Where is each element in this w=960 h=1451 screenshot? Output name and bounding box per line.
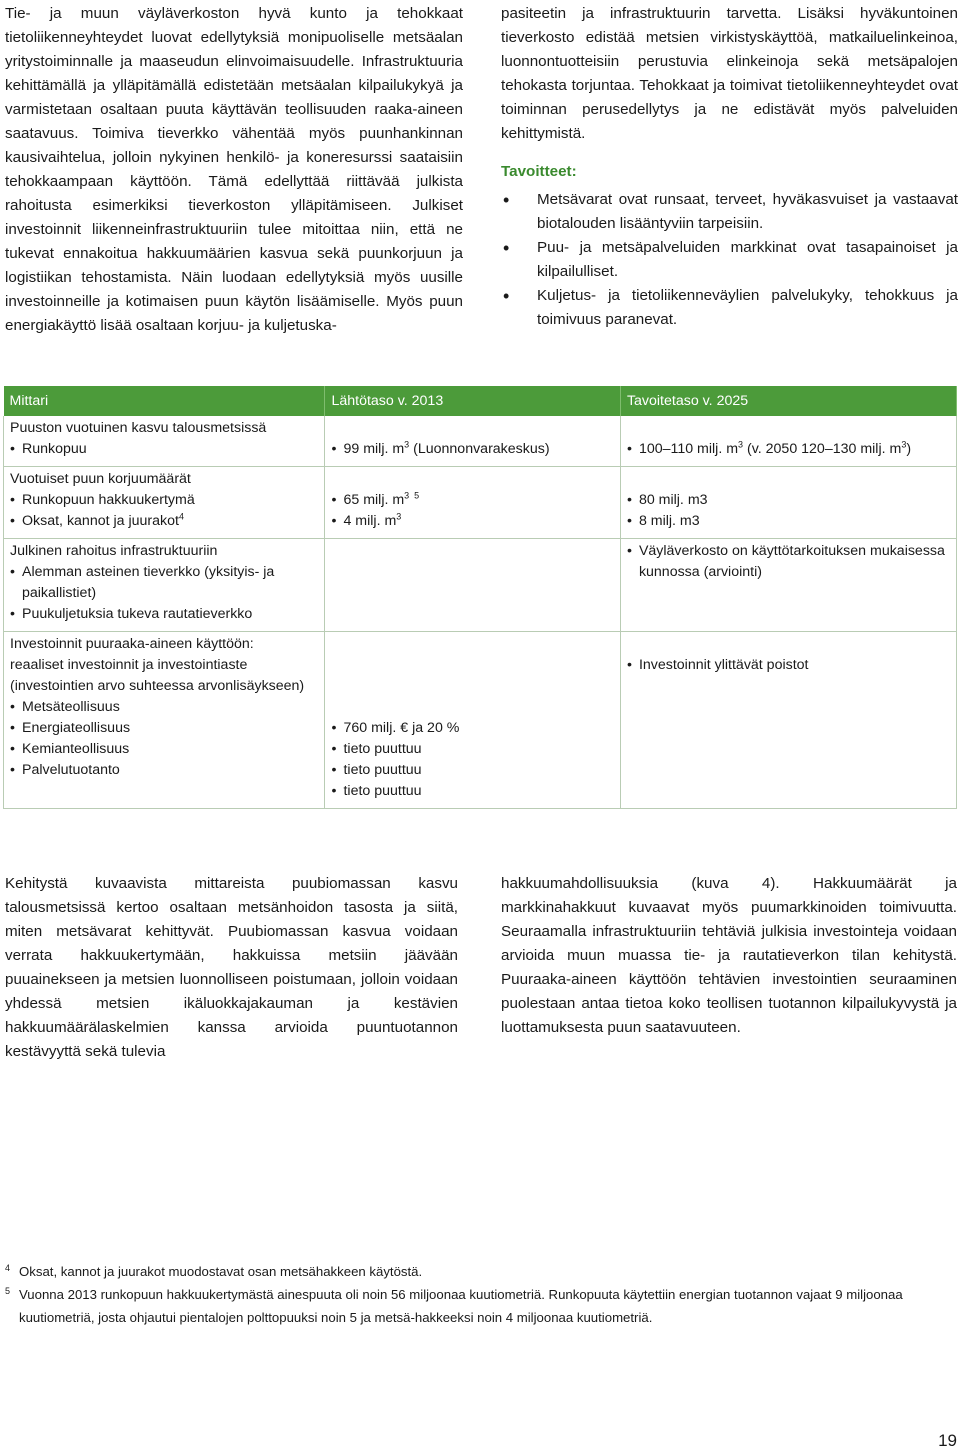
target-cell [620,467,956,539]
table-header-row [4,386,957,416]
baseline-value: • tieto puuttuu [331,781,613,802]
goals-list [501,188,958,332]
column-header-baseline: Lähtötaso v. 2013 [325,386,620,416]
metric-item: • Puukuljetuksia tukeva rautatieverkko [10,604,318,625]
metric-title: Vuotuiset puun korjuumäärät [10,471,191,487]
baseline-value: • tieto puuttuu [331,739,613,760]
metric-item: • Runkopuu [10,439,318,460]
paragraph-indicators-continued: hakkuumahdollisuuksia (kuva 4). Hakkuumäärät ja markkinahakkuut kuvaavat myös puumarkkinoiden toimivuutta. Seuraamalla infrastruktuuriin tehtäviä julkisia investointeja voidaan arvioida muun muassa tie- ja rautatieverkon tilan kehitystä. Puuraaka-aineen käyttöön tehtävien investointien seuraaminen puolestaan antaa tietoa koko teollisen tuotannon kilpailukyvystä ja luottamuksesta puun saatavuuteen. [501,875,957,1036]
target-cell [620,539,956,632]
paragraph-indicators: Kehitystä kuvaavista mittareista puubiomassan kasvu talousmetsissä kertoo osaltaan metsänhoidon tasosta ja siitä, miten metsävarat kehittyvät. Puubiomassan kasvua voidaan verrata hakkuukertymään, hakkuissa metsiin jäävään puuainekseen ja metsien luonnolliseen poistumaan, jolloin voidaan yhdessä metsien ikäluokkajakauman ja kestävien hakkuumäärälaskelmien kanssa arvioida puuntuotannon kestävyyttä sekä tulevia [5,875,458,1060]
baseline-cell [325,539,620,632]
target-cell [620,632,956,809]
metric-title: Julkinen rahoitus infrastruktuuriin [10,543,218,559]
target-value: • 100–110 milj. $m^3$ (v. 2050 120–130 milj. $m^3$) [627,439,950,460]
metric-cell [4,539,325,632]
metrics-table [3,386,957,809]
target-cell [620,416,956,467]
footnote [5,1283,945,1329]
metric-title: (investointien arvo suhteessa arvonlisäykseen) [10,678,305,694]
goals-heading: Tavoitteet: [501,163,577,180]
goal-item: • Metsävarat ovat runsaat, terveet, hyväkasvuiset ja vastaavat biotalouden lisääntyviin tarpeisiin. [501,188,958,236]
footnote [5,1260,945,1283]
metric-item: • Alemman asteinen tieverkko (yksityis- ja paikallistiet) [10,562,318,604]
body-text-top-right [501,2,958,332]
baseline-cell [325,416,620,467]
target-value: • Väyläverkosto on käyttötarkoituksen mukaisessa kunnossa (arviointi) [627,541,950,583]
footnote-text: Vuonna 2013 runkopuun hakkuukertymästä ainespuuta oli noin 56 miljoonaa kuutiometriä. Runkopuuta käytettiin energian tuotannon vajaat 9 miljoonaa kuutiometriä, josta ohjautui pientalojen polttopuuksi noin 5 ja metsä-hakkeeksi noin 4 miljoonaa kuutiometriä. [19,1287,903,1325]
metric-title: Puuston vuotuinen kasvu talousmetsissä [10,420,267,436]
baseline-value: • tieto puuttuu [331,760,613,781]
page-number: 19 [938,1431,957,1450]
metric-cell [4,416,325,467]
target-value: • 80 milj. m3 [627,490,950,511]
baseline-value: • 65 milj. $m^{3 5}$ [331,490,613,511]
paragraph-infrastructure: Tie- ja muun väyläverkoston hyvä kunto ja tehokkaat tietoliikenneyhteydet luovat edellytyksiä monipuoliselle metsäalan yritystoiminnalle ja maaseudun elinvoimaisuudelle. Infrastruktuuria kehittämällä ja ylläpitämällä edistetään metsäalan kilpailukykyä ja varmistetaan osaltaan puuta käyttävän teollisuuden raaka-aineen saatavuus. Toimiva tieverkko vähentää myös puunhankinnan kausivaihtelua, jolloin nykyinen henkilö- ja koneresurssi saataisiin tehokkaampaan käyttöön. Tämä edellyttää riittävää julkista rahoitusta esimerkiksi tieverkoston ylläpitämiseen. Julkiset investoinnit liikenneinfrastruktuuriin tulee mitoittaa niin, että ne tukevat ennakoitua hakkuumäärien kasvua sekä puunkorjuun ja logistiikan tehostamista. Näin luodaan edellytyksiä myös uusille investoinneille ja kotimaisen puun käytön lisäämiselle. Myös puun energiakäyttö lisää osaltaan korjuu- ja kuljetuska- [5,5,463,334]
metric-title: Investoinnit puuraaka-aineen käyttöön: [10,636,254,652]
column-header-metric: Mittari [4,386,325,416]
body-text-top-left [5,2,463,338]
metric-title: reaaliset investoinnit ja investointiaste [10,657,248,673]
column-header-target: Tavoitetaso v. 2025 [620,386,956,416]
table-row [4,539,957,632]
metric-item: • Kemianteollisuus [10,739,318,760]
footnote-number: 5 [5,1286,11,1296]
baseline-cell [325,632,620,809]
target-value: • Investoinnit ylittävät poistot [627,655,950,676]
baseline-value: • 4 milj. $m^3$ [331,511,613,532]
baseline-value: • 760 milj. € ja 20 % [331,718,613,739]
body-text-bottom-right [501,872,957,1040]
baseline-cell [325,467,620,539]
metric-cell [4,632,325,809]
metric-item: • Energiateollisuus [10,718,318,739]
metric-cell [4,467,325,539]
metric-item: • Oksat, kannot ja juurakot$^4$ [10,511,318,532]
footnotes [5,1260,945,1329]
metric-item: • Runkopuun hakkuukertymä [10,490,318,511]
footnote-text: Oksat, kannot ja juurakot muodostavat osan metsähakkeen käytöstä. [19,1264,423,1279]
paragraph-infrastructure-continued: pasiteetin ja infrastruktuurin tarvetta. Lisäksi hyväkuntoinen tieverkosto edistää metsien virkistyskäyttöä, matkailuelinkeinoa, luonnontuotteisiin perustuvia elinkeinoja sekä metsäpalojen tehokasta torjuntaa. Tehokkaat ja toimivat tietoliikenneyhteydet ovat toiminnan perusedellytys ja ne edistävät myös palveluiden kehittymistä. [501,5,958,142]
table-row [4,632,957,809]
metric-item: • Palvelutuotanto [10,760,318,781]
baseline-value: • 99 milj. $m^3$ (Luonnonvarakeskus) [331,439,613,460]
metric-item: • Metsäteollisuus [10,697,318,718]
goal-item: • Puu- ja metsäpalveluiden markkinat ovat tasapainoiset ja kilpailulliset. [501,236,958,284]
goal-item: • Kuljetus- ja tietoliikenneväylien palvelukyky, tehokkuus ja toimivuus paranevat. [501,284,958,332]
body-text-bottom-left [5,872,458,1064]
target-value: • 8 milj. m3 [627,511,950,532]
table-row [4,467,957,539]
footnote-number: 4 [5,1263,11,1273]
table-row [4,416,957,467]
